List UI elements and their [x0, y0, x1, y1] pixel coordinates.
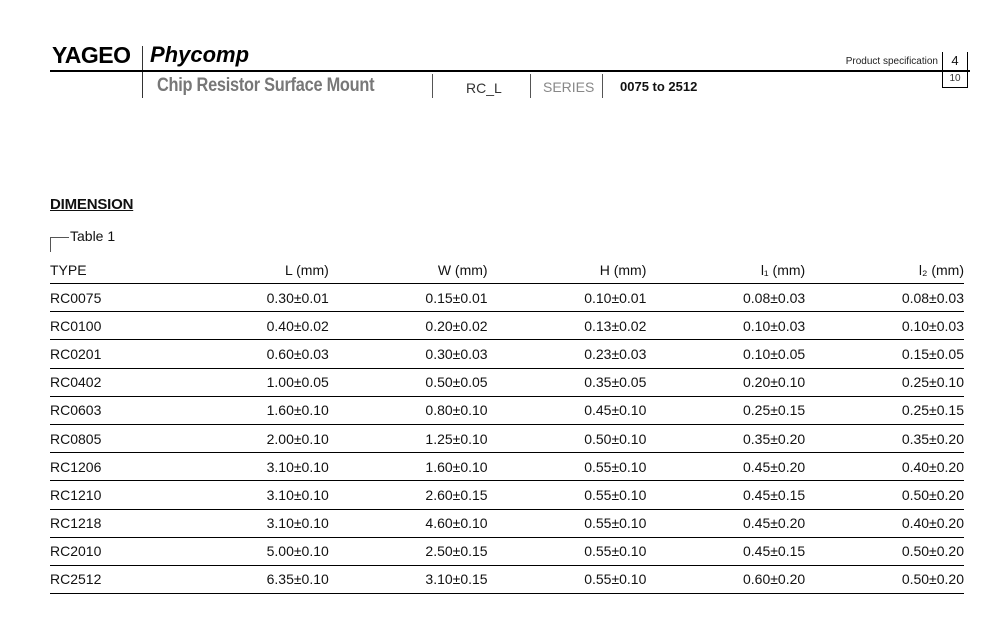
- page-total: 10: [949, 73, 961, 84]
- type-cell: RC0402: [50, 368, 170, 396]
- type-cell: RC0100: [50, 312, 170, 340]
- value-cell: 0.60±0.20: [646, 565, 805, 593]
- value-cell: 0.55±0.10: [488, 565, 647, 593]
- table-row: [50, 453, 964, 481]
- value-cell: 0.40±0.02: [170, 312, 329, 340]
- table-row: [50, 565, 964, 593]
- value-cell: 0.10±0.03: [646, 312, 805, 340]
- type-cell: RC0603: [50, 396, 170, 424]
- value-cell: 0.45±0.15: [646, 481, 805, 509]
- value-cell: 0.08±0.03: [646, 284, 805, 312]
- value-cell: 1.60±0.10: [329, 453, 488, 481]
- value-cell: 0.15±0.05: [805, 340, 964, 368]
- type-cell: RC1218: [50, 509, 170, 537]
- value-cell: 0.35±0.20: [646, 424, 805, 452]
- document-header: [0, 0, 1000, 110]
- header-divider: [602, 74, 603, 98]
- value-cell: 0.10±0.01: [488, 284, 647, 312]
- type-cell: RC0201: [50, 340, 170, 368]
- dimension-table: [50, 256, 964, 594]
- value-cell: 0.25±0.10: [805, 368, 964, 396]
- table-caption: Table 1: [70, 228, 116, 244]
- value-cell: 1.00±0.05: [170, 368, 329, 396]
- value-cell: 0.50±0.20: [805, 537, 964, 565]
- model-code: RC_L: [466, 80, 502, 96]
- table-row: [50, 424, 964, 452]
- type-cell: RC2512: [50, 565, 170, 593]
- value-cell: 2.50±0.15: [329, 537, 488, 565]
- table-row: [50, 368, 964, 396]
- value-cell: 0.20±0.02: [329, 312, 488, 340]
- value-cell: 0.55±0.10: [488, 509, 647, 537]
- header-divider: [530, 74, 531, 98]
- value-cell: 0.10±0.05: [646, 340, 805, 368]
- value-cell: 0.40±0.20: [805, 509, 964, 537]
- table-row: [50, 396, 964, 424]
- value-cell: 0.50±0.10: [488, 424, 647, 452]
- page-number: 4: [951, 53, 959, 68]
- value-cell: 0.30±0.03: [329, 340, 488, 368]
- value-cell: 0.13±0.02: [488, 312, 647, 340]
- value-cell: 4.60±0.10: [329, 509, 488, 537]
- type-cell: RC2010: [50, 537, 170, 565]
- value-cell: 2.60±0.15: [329, 481, 488, 509]
- column-header: TYPE: [50, 256, 170, 284]
- value-cell: 0.50±0.20: [805, 481, 964, 509]
- value-cell: 0.10±0.03: [805, 312, 964, 340]
- column-header: L (mm): [170, 256, 329, 284]
- value-cell: 0.50±0.20: [805, 565, 964, 593]
- value-cell: 0.30±0.01: [170, 284, 329, 312]
- table-row: [50, 284, 964, 312]
- type-cell: RC0075: [50, 284, 170, 312]
- table-row: [50, 312, 964, 340]
- value-cell: 3.10±0.15: [329, 565, 488, 593]
- type-cell: RC1206: [50, 453, 170, 481]
- type-cell: RC1210: [50, 481, 170, 509]
- value-cell: 0.15±0.01: [329, 284, 488, 312]
- column-header: H (mm): [488, 256, 647, 284]
- value-cell: 0.35±0.20: [805, 424, 964, 452]
- column-header: l₂ (mm): [805, 256, 964, 284]
- logo-separator: [142, 46, 143, 98]
- value-cell: 0.23±0.03: [488, 340, 647, 368]
- value-cell: 0.60±0.03: [170, 340, 329, 368]
- value-cell: 0.45±0.20: [646, 509, 805, 537]
- phycomp-logo: Phycomp: [150, 42, 250, 67]
- product-title: Chip Resistor Surface Mount: [157, 75, 375, 96]
- value-cell: 3.10±0.10: [170, 509, 329, 537]
- value-cell: 0.08±0.03: [805, 284, 964, 312]
- value-cell: 0.45±0.15: [646, 537, 805, 565]
- value-cell: 6.35±0.10: [170, 565, 329, 593]
- value-cell: 0.45±0.20: [646, 453, 805, 481]
- value-cell: 2.00±0.10: [170, 424, 329, 452]
- table-row: [50, 537, 964, 565]
- series-label: SERIES: [543, 79, 595, 95]
- value-cell: 0.45±0.10: [488, 396, 647, 424]
- value-cell: 0.55±0.10: [488, 481, 647, 509]
- column-header: W (mm): [329, 256, 488, 284]
- value-cell: 1.60±0.10: [170, 396, 329, 424]
- value-cell: 0.40±0.20: [805, 453, 964, 481]
- type-cell: RC0805: [50, 424, 170, 452]
- value-cell: 0.20±0.10: [646, 368, 805, 396]
- value-cell: 0.35±0.05: [488, 368, 647, 396]
- header-rule: [50, 70, 970, 72]
- value-cell: 3.10±0.10: [170, 453, 329, 481]
- value-cell: 1.25±0.10: [329, 424, 488, 452]
- section-title: DIMENSION: [50, 196, 134, 213]
- table-row: [50, 340, 964, 368]
- value-cell: 0.50±0.05: [329, 368, 488, 396]
- yageo-logo: YAGEO: [52, 42, 131, 68]
- table-header-row: [50, 256, 964, 284]
- value-cell: 0.55±0.10: [488, 537, 647, 565]
- value-cell: 0.80±0.10: [329, 396, 488, 424]
- caption-bracket: [50, 237, 69, 252]
- series-range: 0075 to 2512: [620, 79, 698, 94]
- value-cell: 0.25±0.15: [646, 396, 805, 424]
- value-cell: 0.55±0.10: [488, 453, 647, 481]
- value-cell: 3.10±0.10: [170, 481, 329, 509]
- value-cell: 0.25±0.15: [805, 396, 964, 424]
- value-cell: 5.00±0.10: [170, 537, 329, 565]
- column-header: l₁ (mm): [646, 256, 805, 284]
- header-divider: [432, 74, 433, 98]
- spec-label: Product specification: [845, 56, 938, 67]
- table-row: [50, 509, 964, 537]
- table-row: [50, 481, 964, 509]
